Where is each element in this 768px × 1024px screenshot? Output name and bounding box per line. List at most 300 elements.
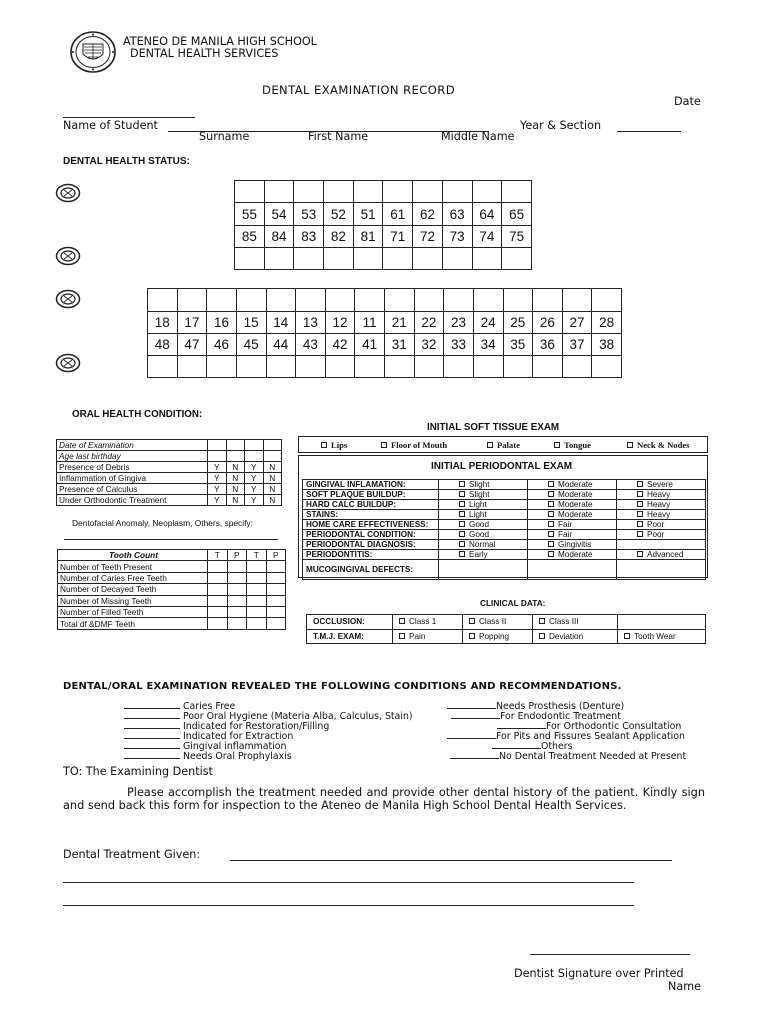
chart-cell[interactable] [562,356,592,378]
tooth-number[interactable]: 17 [177,312,207,334]
checkbox-icon [548,541,554,547]
checkbox-icon [459,551,465,557]
periodontal-label: PERIODONTITIS: [303,550,439,560]
recommendation-item[interactable]: Poor Oral Hygiene (Materia Alba, Calculus, Stain) [124,711,413,722]
tooth-number[interactable]: 14 [266,312,296,334]
chart-cell[interactable] [503,289,533,312]
count-label: Number of Missing Teeth [58,595,208,606]
letter-to: TO: The Examining Dentist [63,765,213,778]
count-cell[interactable] [247,572,267,583]
periodontal-option[interactable]: Moderate [528,510,617,520]
count-label: Number of Caries Free Teeth [58,572,208,583]
chart-cell[interactable] [413,181,443,203]
condition-mark[interactable]: N [263,495,282,506]
name-of-student-label: Name of Student [63,119,158,132]
condition-mark[interactable] [245,440,263,451]
checkbox-icon [459,491,465,497]
condition-mark[interactable]: Y [245,462,263,473]
clinical-cell [618,615,706,630]
clinical-data-table [306,614,706,644]
periodontal-option[interactable]: Moderate [528,480,617,490]
tooth-number[interactable]: 34 [473,334,503,356]
condition-mark[interactable]: N [263,462,282,473]
tooth-number[interactable]: 51 [353,203,383,226]
count-col: T [208,550,228,561]
chart-cell[interactable] [472,248,502,270]
letter-body: Please accomplish the treatment needed and provide other dental history of the patient. Kindly sign and send back this form for inspection to the Ateneo de Manila High School Dental Health Services. [63,786,705,812]
chart-cell[interactable] [264,248,294,270]
checkbox-icon [399,618,405,624]
chart-cell[interactable] [502,248,532,270]
tooth-number[interactable]: 55 [235,203,265,226]
tooth-number[interactable]: 41 [355,334,385,356]
recommendation-item[interactable]: Others [492,741,573,752]
condition-mark[interactable] [208,440,226,451]
condition-mark[interactable] [226,440,244,451]
count-cell[interactable] [208,606,228,617]
soft-tissue-bar [298,436,708,453]
mucogingival-cell[interactable] [528,560,617,580]
date-label: Date [674,95,701,108]
periodontal-option[interactable]: Normal [439,540,528,550]
tooth-count-header: Tooth Count [58,550,208,561]
tooth-number[interactable]: 15 [236,312,266,334]
tooth-number[interactable]: 75 [502,226,532,248]
chart-cell[interactable] [264,181,294,203]
periodontal-label: PERIODONTAL DIAGNOSIS: [303,540,439,550]
chart-cell[interactable] [592,289,622,312]
tooth-number[interactable]: 33 [444,334,474,356]
tooth-number[interactable]: 53 [294,203,324,226]
chart-cell[interactable] [533,356,563,378]
tooth-number[interactable]: 52 [324,203,354,226]
tooth-number[interactable]: 38 [592,334,622,356]
tooth-number[interactable]: 16 [207,312,237,334]
tooth-number[interactable]: 71 [383,226,413,248]
date-line[interactable] [63,117,195,118]
condition-mark[interactable]: N [263,473,282,484]
tooth-number[interactable]: 12 [325,312,355,334]
mucogingival-label: MUCOGINGIVAL DEFECTS: [303,560,439,580]
oral-health-condition-table [56,439,282,506]
chart-cell[interactable] [355,289,385,312]
soft-tissue-option[interactable]: Floor of Mouth [381,440,447,450]
condition-mark[interactable]: Y [208,495,226,506]
chart-cell[interactable] [413,248,443,270]
condition-mark[interactable]: Y [245,484,263,495]
count-cell[interactable] [266,561,286,572]
count-cell[interactable] [266,618,286,629]
count-cell[interactable] [247,584,267,595]
chart-cell[interactable] [533,289,563,312]
checkbox-icon [459,541,465,547]
checkbox-icon [554,442,560,448]
condition-mark[interactable]: N [226,495,244,506]
mucogingival-cell[interactable] [617,560,706,580]
page-title: DENTAL EXAMINATION RECORD [262,83,456,97]
chart-cell[interactable] [442,181,472,203]
tooth-number[interactable]: 42 [325,334,355,356]
tmj-label: T.M.J. EXAM: [307,629,393,644]
recommendation-item[interactable]: Needs Oral Prophylaxis [124,751,292,762]
checkbox-icon [459,511,465,517]
periodontal-option[interactable]: Light [439,510,528,520]
chart-cell[interactable] [503,356,533,378]
count-cell[interactable] [247,561,267,572]
anomaly-label: Dentofacial Anomaly, Neoplasm, Others, specify: [72,518,253,528]
tooth-number[interactable]: 23 [444,312,474,334]
chart-cell[interactable] [353,248,383,270]
condition-mark[interactable]: N [226,473,244,484]
count-col: P [227,550,247,561]
periodontal-option[interactable]: Moderate [528,490,617,500]
tooth-number[interactable]: 13 [296,312,326,334]
condition-mark[interactable]: Y [208,473,226,484]
count-cell[interactable] [208,572,228,583]
soft-tissue-option[interactable]: Palate [487,440,520,450]
tooth-number[interactable]: 32 [414,334,444,356]
periodontal-option[interactable]: Good [439,530,528,540]
tooth-number[interactable]: 85 [235,226,265,248]
tooth-number[interactable]: 37 [562,334,592,356]
chart-cell[interactable] [442,248,472,270]
tooth-ring-icon [55,183,81,203]
count-cell[interactable] [247,595,267,606]
tooth-number[interactable]: 48 [148,334,178,356]
treatment-line[interactable] [63,882,634,883]
tooth-number[interactable]: 35 [503,334,533,356]
recommendation-blank[interactable] [497,721,546,729]
count-label: Number of Filled Teeth [58,606,208,617]
tooth-number[interactable]: 26 [533,312,563,334]
anomaly-field[interactable] [64,539,278,540]
condition-label: Date of Examination [57,440,208,451]
count-cell[interactable] [247,618,267,629]
condition-mark[interactable]: N [263,484,282,495]
recommendation-item[interactable]: Needs Prosthesis (Denture) [447,701,624,712]
recommendation-item[interactable]: Indicated for Extraction [124,731,293,742]
count-cell[interactable] [266,584,286,595]
count-cell[interactable] [227,618,247,629]
recommendation-blank[interactable] [124,721,180,729]
chart-cell[interactable] [502,181,532,203]
recommendation-blank[interactable] [124,741,180,749]
tooth-number[interactable]: 74 [472,226,502,248]
checkbox-icon [548,521,554,527]
year-section-label: Year & Section [520,119,602,132]
chart-cell[interactable] [235,248,265,270]
occlusion-label: OCCLUSION: [307,615,393,630]
tooth-number[interactable]: 11 [355,312,385,334]
tooth-ring-icon [55,289,81,309]
recommendations-title: DENTAL/ORAL EXAMINATION REVEALED THE FOLLOWING CONDITIONS AND RECOMMENDATIONS. [63,681,622,692]
recommendation-blank[interactable] [451,711,500,719]
tooth-number[interactable]: 46 [207,334,237,356]
checkbox-icon [459,481,465,487]
checkbox-icon [469,633,475,639]
periodontal-option[interactable]: Heavy [617,500,706,510]
chart-cell[interactable] [444,356,474,378]
count-cell[interactable] [208,595,228,606]
chart-cell[interactable] [325,356,355,378]
periodontal-option[interactable] [617,540,706,550]
recommendation-blank[interactable] [447,731,496,739]
tooth-number[interactable]: 18 [148,312,178,334]
checkbox-icon [637,481,643,487]
dental-health-status-label: DENTAL HEALTH STATUS: [63,156,190,167]
checkbox-icon [637,491,643,497]
count-col: T [247,550,267,561]
checkbox-icon [321,442,327,448]
tooth-number[interactable]: 21 [385,312,415,334]
count-cell[interactable] [227,606,247,617]
checkbox-icon [459,501,465,507]
periodontal-option[interactable]: Fair [528,530,617,540]
soft-tissue-option[interactable]: Lips [321,440,347,450]
recommendation-blank[interactable] [447,701,496,709]
count-cell[interactable] [208,618,228,629]
occlusion-option[interactable]: Class II [463,615,533,630]
periodontal-option[interactable]: Poor [617,530,706,540]
recommendation-item[interactable]: For Orthodontic Consultation [497,721,681,732]
count-cell[interactable] [227,595,247,606]
periodontal-label: GINGIVAL INFLAMATION: [303,480,439,490]
chart-cell[interactable] [294,181,324,203]
signature-line[interactable] [530,954,690,955]
count-cell[interactable] [208,584,228,595]
recommendation-item[interactable]: For Endodontic Treatment [451,711,621,722]
primary-tooth-chart [234,180,532,270]
soft-tissue-option[interactable]: Tongue [554,440,591,450]
year-section-field[interactable] [617,131,681,132]
chart-cell[interactable] [296,356,326,378]
occlusion-option[interactable]: Class 1 [393,615,463,630]
tooth-number[interactable]: 28 [592,312,622,334]
condition-mark[interactable] [263,451,282,462]
condition-mark[interactable]: Y [245,473,263,484]
periodontal-option[interactable]: Heavy [617,510,706,520]
mucogingival-cell[interactable] [439,560,528,580]
chart-cell[interactable] [444,289,474,312]
periodontal-option[interactable]: Severe [617,480,706,490]
treatment-line[interactable] [230,860,672,861]
clinical-data-title: CLINICAL DATA: [480,598,546,608]
periodontal-option[interactable]: Good [439,520,528,530]
tooth-number[interactable]: 61 [383,203,413,226]
periodontal-option[interactable]: Gingivitis [528,540,617,550]
count-label: Number of Teeth Present [58,561,208,572]
periodontal-option[interactable]: Heavy [617,490,706,500]
chart-cell[interactable] [207,289,237,312]
periodontal-table [302,479,706,580]
condition-label: Presence of Debris [57,462,208,473]
count-cell[interactable] [266,572,286,583]
condition-mark[interactable]: Y [208,484,226,495]
tooth-number[interactable]: 45 [236,334,266,356]
condition-label: Inflammation of Gingiva [57,473,208,484]
chart-cell[interactable] [383,181,413,203]
condition-mark[interactable] [245,451,263,462]
department-name: DENTAL HEALTH SERVICES [130,47,279,60]
periodontal-label: HOME CARE EFFECTIVENESS: [303,520,439,530]
periodontal-option[interactable]: Moderate [528,500,617,510]
first-name-label: First Name [308,130,369,143]
chart-cell[interactable] [235,181,265,203]
periodontal-option[interactable]: Advanced [617,550,706,560]
condition-mark[interactable] [208,451,226,462]
signature-caption: Dentist Signature over Printed [514,967,684,980]
soft-tissue-option[interactable]: Neck & Nodes [627,440,690,450]
tooth-number[interactable]: 24 [473,312,503,334]
periodontal-option[interactable]: Poor [617,520,706,530]
periodontal-option[interactable]: Early [439,550,528,560]
tooth-number[interactable]: 36 [533,334,563,356]
tooth-number[interactable]: 64 [472,203,502,226]
periodontal-label: STAINS: [303,510,439,520]
checkbox-icon [548,531,554,537]
chart-cell[interactable] [473,289,503,312]
chart-cell[interactable] [414,356,444,378]
condition-mark[interactable]: N [226,462,244,473]
recommendation-blank[interactable] [124,731,180,739]
count-cell[interactable] [266,595,286,606]
chart-cell[interactable] [296,289,326,312]
checkbox-icon [539,618,545,624]
condition-mark[interactable]: Y [208,462,226,473]
tooth-number[interactable]: 73 [442,226,472,248]
chart-cell[interactable] [324,248,354,270]
tmj-option[interactable]: Pain [393,629,463,644]
tooth-number[interactable]: 63 [442,203,472,226]
checkbox-icon [637,521,643,527]
chart-cell[interactable] [385,289,415,312]
oral-health-condition-title: ORAL HEALTH CONDITION: [72,409,203,420]
recommendation-blank[interactable] [124,701,180,709]
signature-caption-name: Name [668,980,702,993]
chart-cell[interactable] [383,248,413,270]
recommendation-item[interactable]: Gingival inflammation [124,741,286,752]
tooth-number[interactable]: 47 [177,334,207,356]
tooth-number[interactable]: 44 [266,334,296,356]
chart-cell[interactable] [266,289,296,312]
tmj-option[interactable]: Popping [463,629,533,644]
tmj-option[interactable]: Deviation [533,629,618,644]
tooth-number[interactable]: 81 [353,226,383,248]
tooth-number[interactable]: 25 [503,312,533,334]
tooth-number[interactable]: 43 [296,334,326,356]
tooth-number[interactable]: 31 [385,334,415,356]
checkbox-icon [627,442,633,448]
count-cell[interactable] [247,606,267,617]
condition-mark[interactable] [263,440,282,451]
chart-cell[interactable] [177,356,207,378]
chart-cell[interactable] [236,289,266,312]
periodontal-title: INITIAL PERIODONTAL EXAM [431,461,573,472]
periodontal-option[interactable]: Fair [528,520,617,530]
school-seal-icon [69,30,117,74]
checkbox-icon [548,501,554,507]
tooth-number[interactable]: 22 [414,312,444,334]
condition-mark[interactable]: N [226,484,244,495]
tooth-number[interactable]: 54 [264,203,294,226]
checkbox-icon [637,551,643,557]
chart-cell[interactable] [148,289,178,312]
count-cell[interactable] [208,561,228,572]
recommendation-blank[interactable] [124,711,180,719]
recommendation-blank[interactable] [450,751,499,759]
occlusion-option[interactable]: Class III [533,615,618,630]
condition-label: Presence of Calculus [57,484,208,495]
tooth-ring-icon [55,246,81,266]
count-cell[interactable] [227,561,247,572]
checkbox-icon [637,531,643,537]
chart-cell[interactable] [236,356,266,378]
chart-cell[interactable] [562,289,592,312]
periodontal-option[interactable]: Light [439,500,528,510]
recommendation-blank[interactable] [124,751,180,759]
surname-label: Surname [199,130,250,143]
tooth-number[interactable]: 72 [413,226,443,248]
chart-cell[interactable] [148,356,178,378]
periodontal-option[interactable]: Moderate [528,550,617,560]
tmj-option[interactable]: Tooth Wear [618,629,706,644]
tooth-number[interactable]: 27 [562,312,592,334]
condition-mark[interactable]: Y [245,495,263,506]
recommendation-blank[interactable] [492,741,541,749]
chart-cell[interactable] [324,181,354,203]
count-cell[interactable] [227,572,247,583]
count-cell[interactable] [266,606,286,617]
checkbox-icon [459,531,465,537]
chart-cell[interactable] [473,356,503,378]
chart-cell[interactable] [355,356,385,378]
chart-cell[interactable] [385,356,415,378]
chart-cell[interactable] [325,289,355,312]
recommendation-item[interactable]: No Dental Treatment Needed at Present [450,751,686,762]
chart-cell[interactable] [294,248,324,270]
treatment-line[interactable] [63,905,634,906]
checkbox-icon [637,511,643,517]
chart-cell[interactable] [177,289,207,312]
checkbox-icon [399,633,405,639]
tooth-number[interactable]: 84 [264,226,294,248]
tooth-count-table [57,549,286,630]
chart-cell[interactable] [353,181,383,203]
tooth-number[interactable]: 65 [502,203,532,226]
middle-name-label: Middle Name [441,130,515,143]
recommendation-item[interactable]: For Pits and Fissures Sealant Application [447,731,685,742]
chart-cell[interactable] [266,356,296,378]
tooth-number[interactable]: 62 [413,203,443,226]
tooth-number[interactable]: 82 [324,226,354,248]
count-cell[interactable] [227,584,247,595]
periodontal-label: PERIODONTAL CONDITION: [303,530,439,540]
checkbox-icon [381,442,387,448]
recommendation-item[interactable]: Caries Free [124,701,235,712]
chart-cell[interactable] [472,181,502,203]
checkbox-icon [539,633,545,639]
checkbox-icon [487,442,493,448]
tooth-number[interactable]: 83 [294,226,324,248]
periodontal-option[interactable]: Slight [439,480,528,490]
condition-mark[interactable] [226,451,244,462]
chart-cell[interactable] [207,356,237,378]
periodontal-option[interactable]: Slight [439,490,528,500]
recommendation-item[interactable]: Indicated for Restoration/Filling [124,721,329,732]
checkbox-icon [459,521,465,527]
chart-cell[interactable] [592,356,622,378]
chart-cell[interactable] [414,289,444,312]
